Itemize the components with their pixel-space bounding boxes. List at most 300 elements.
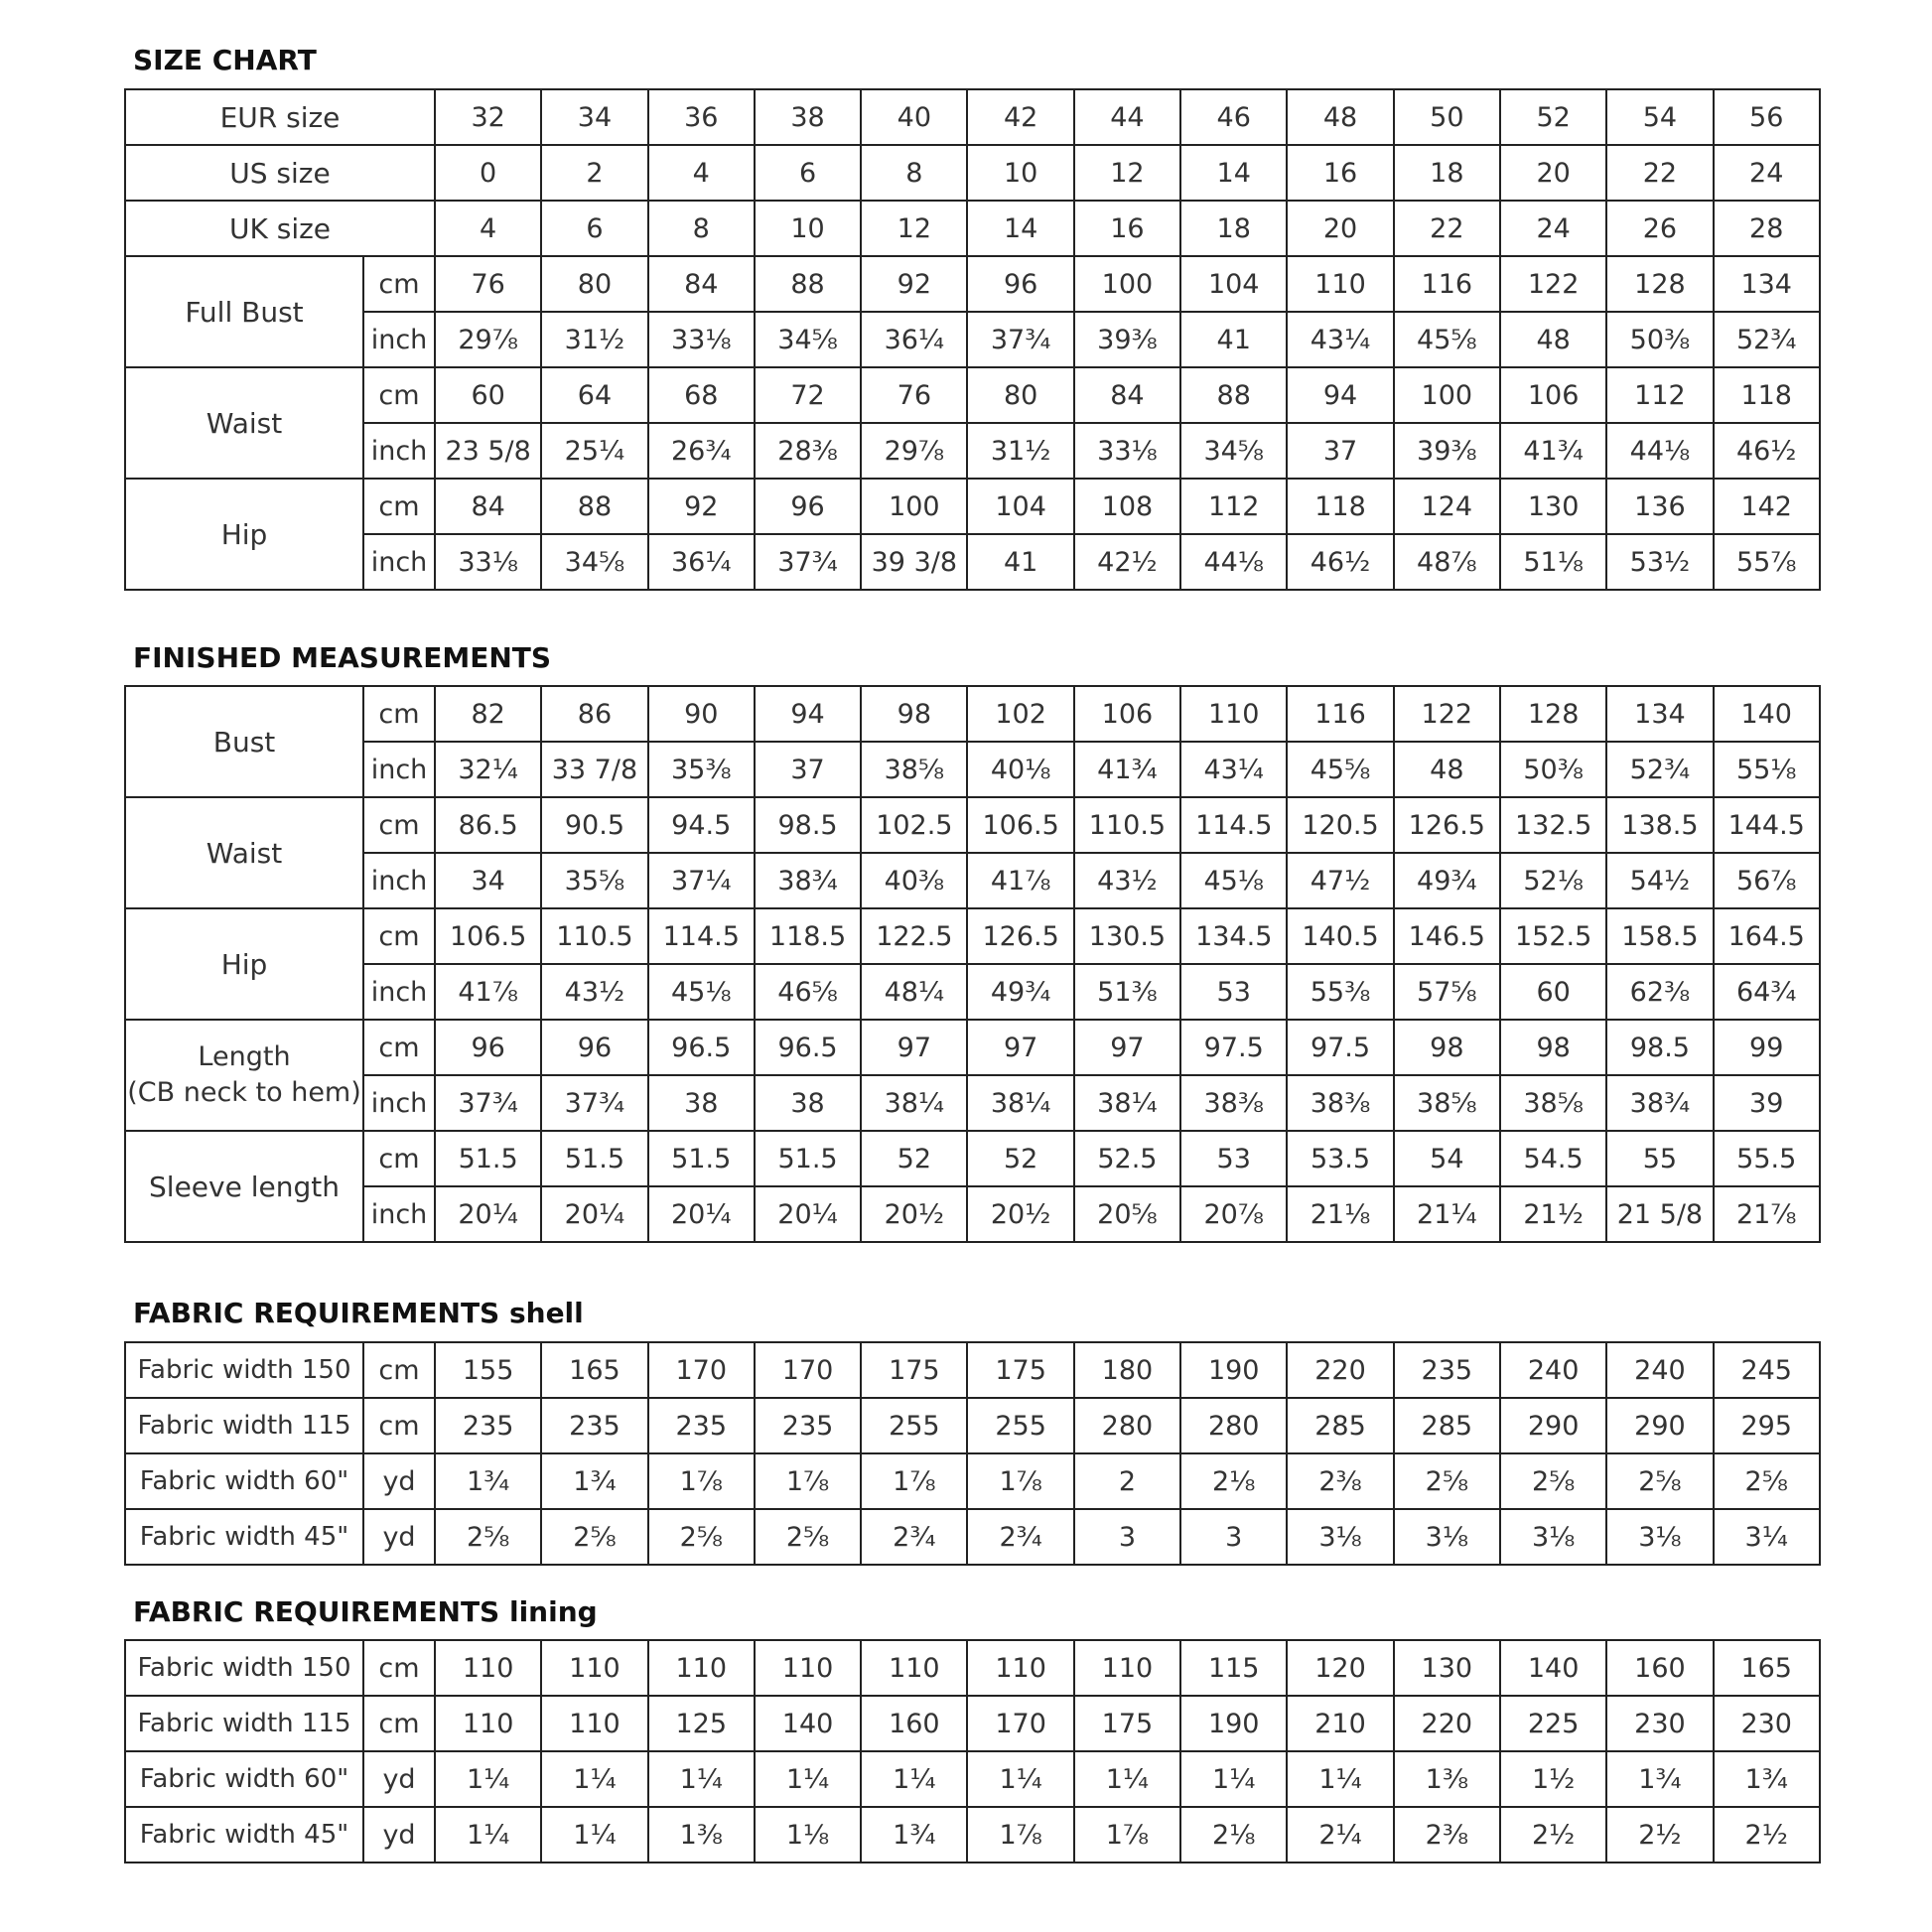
value-cell: 2⅝ xyxy=(1500,1453,1606,1509)
value-cell: 2⅝ xyxy=(1714,1453,1820,1509)
unit-cm: cm xyxy=(363,908,435,964)
value-cell: 16 xyxy=(1074,201,1180,256)
value-cell: 50⅜ xyxy=(1500,742,1606,797)
value-cell: 20¼ xyxy=(435,1186,541,1242)
value-cell: 86 xyxy=(541,686,647,742)
table-row xyxy=(125,1398,1820,1453)
value-cell: 98 xyxy=(1394,1020,1500,1075)
value-cell: 1¾ xyxy=(1714,1751,1820,1807)
value-cell: 2 xyxy=(1074,1453,1180,1509)
value-cell: 26¾ xyxy=(648,423,755,479)
value-cell: 45⅛ xyxy=(648,964,755,1020)
size-chart-title: SIZE CHART xyxy=(133,44,317,76)
value-cell: 152.5 xyxy=(1500,908,1606,964)
value-cell: 3¼ xyxy=(1714,1509,1820,1565)
value-cell: 110 xyxy=(1074,1640,1180,1696)
value-cell: 49¾ xyxy=(1394,853,1500,908)
unit-cm: cm xyxy=(363,1131,435,1186)
value-cell: 2½ xyxy=(1606,1807,1713,1863)
unit-inch: inch xyxy=(363,1075,435,1131)
value-cell: 82 xyxy=(435,686,541,742)
value-cell: 54.5 xyxy=(1500,1131,1606,1186)
fabric-shell-title: FABRIC REQUIREMENTS shell xyxy=(133,1297,584,1329)
value-cell: 290 xyxy=(1606,1398,1713,1453)
value-cell: 100 xyxy=(1394,367,1500,423)
fabric-width-label: Fabric width 150 xyxy=(125,1342,363,1398)
value-cell: 110 xyxy=(1180,686,1287,742)
value-cell: 38⅝ xyxy=(1500,1075,1606,1131)
value-cell: 22 xyxy=(1606,145,1713,201)
value-cell: 1¾ xyxy=(861,1807,967,1863)
value-cell: 14 xyxy=(967,201,1073,256)
value-cell: 2⅝ xyxy=(755,1509,861,1565)
value-cell: 21 5/8 xyxy=(1606,1186,1713,1242)
table-row xyxy=(125,686,1820,742)
unit-inch: inch xyxy=(363,1186,435,1242)
table-row xyxy=(125,145,1820,201)
value-cell: 41 xyxy=(1180,312,1287,367)
value-cell: 60 xyxy=(1500,964,1606,1020)
value-cell: 122 xyxy=(1394,686,1500,742)
size-row-label: US size xyxy=(125,145,435,201)
value-cell: 128 xyxy=(1606,256,1713,312)
value-cell: 285 xyxy=(1287,1398,1393,1453)
value-cell: 3 xyxy=(1074,1509,1180,1565)
value-cell: 54 xyxy=(1394,1131,1500,1186)
value-cell: 38¼ xyxy=(1074,1075,1180,1131)
value-cell: 51⅜ xyxy=(1074,964,1180,1020)
unit-cell: cm xyxy=(363,1640,435,1696)
table-row xyxy=(125,1696,1820,1751)
unit-cell: yd xyxy=(363,1509,435,1565)
value-cell: 86.5 xyxy=(435,797,541,853)
value-cell: 52⅛ xyxy=(1500,853,1606,908)
value-cell: 2¾ xyxy=(967,1509,1073,1565)
value-cell: 96.5 xyxy=(755,1020,861,1075)
value-cell: 44⅛ xyxy=(1606,423,1713,479)
table-row xyxy=(125,89,1820,145)
value-cell: 155 xyxy=(435,1342,541,1398)
value-cell: 10 xyxy=(967,145,1073,201)
value-cell: 92 xyxy=(648,479,755,534)
value-cell: 38⅜ xyxy=(1180,1075,1287,1131)
value-cell: 45⅛ xyxy=(1180,853,1287,908)
value-cell: 64 xyxy=(541,367,647,423)
value-cell: 98.5 xyxy=(1606,1020,1713,1075)
value-cell: 255 xyxy=(861,1398,967,1453)
value-cell: 12 xyxy=(1074,145,1180,201)
value-cell: 110 xyxy=(435,1640,541,1696)
row-label: Sleeve length xyxy=(125,1131,363,1242)
value-cell: 128 xyxy=(1500,686,1606,742)
value-cell: 96 xyxy=(755,479,861,534)
value-cell: 158.5 xyxy=(1606,908,1713,964)
value-cell: 134 xyxy=(1606,686,1713,742)
value-cell: 160 xyxy=(861,1696,967,1751)
value-cell: 90.5 xyxy=(541,797,647,853)
value-cell: 24 xyxy=(1714,145,1820,201)
table-row xyxy=(125,1509,1820,1565)
unit-cell: cm xyxy=(363,1342,435,1398)
size-row-label: UK size xyxy=(125,201,435,256)
table-row xyxy=(125,908,1820,964)
value-cell: 64¾ xyxy=(1714,964,1820,1020)
value-cell: 84 xyxy=(648,256,755,312)
fabric-width-label: Fabric width 115 xyxy=(125,1696,363,1751)
value-cell: 53½ xyxy=(1606,534,1713,590)
value-cell: 110 xyxy=(541,1640,647,1696)
row-label: Waist xyxy=(125,797,363,908)
finished-measurements-table xyxy=(124,685,1821,1243)
table-row xyxy=(125,367,1820,423)
value-cell: 33 7/8 xyxy=(541,742,647,797)
value-cell: 8 xyxy=(648,201,755,256)
value-cell: 235 xyxy=(648,1398,755,1453)
value-cell: 16 xyxy=(1287,145,1393,201)
value-cell: 39⅜ xyxy=(1074,312,1180,367)
value-cell: 220 xyxy=(1287,1342,1393,1398)
value-cell: 1⅞ xyxy=(755,1453,861,1509)
value-cell: 132.5 xyxy=(1500,797,1606,853)
unit-cell: cm xyxy=(363,1696,435,1751)
row-label: Full Bust xyxy=(125,256,363,367)
value-cell: 48⅞ xyxy=(1394,534,1500,590)
value-cell: 51.5 xyxy=(435,1131,541,1186)
value-cell: 104 xyxy=(967,479,1073,534)
value-cell: 39⅜ xyxy=(1394,423,1500,479)
value-cell: 56⅞ xyxy=(1714,853,1820,908)
value-cell: 126.5 xyxy=(967,908,1073,964)
value-cell: 36¼ xyxy=(648,534,755,590)
value-cell: 41¾ xyxy=(1074,742,1180,797)
row-label-line: Length xyxy=(198,1041,291,1072)
fabric-width-label: Fabric width 115 xyxy=(125,1398,363,1453)
value-cell: 2⅜ xyxy=(1394,1807,1500,1863)
value-cell: 116 xyxy=(1287,686,1393,742)
value-cell: 1⅜ xyxy=(648,1807,755,1863)
value-cell: 175 xyxy=(861,1342,967,1398)
value-cell: 1¼ xyxy=(967,1751,1073,1807)
value-cell: 35⅜ xyxy=(648,742,755,797)
value-cell: 140 xyxy=(1500,1640,1606,1696)
value-cell: 98 xyxy=(861,686,967,742)
value-cell: 106.5 xyxy=(435,908,541,964)
value-cell: 1⅞ xyxy=(967,1453,1073,1509)
value-cell: 41 xyxy=(967,534,1073,590)
table-row xyxy=(125,853,1820,908)
value-cell: 14 xyxy=(1180,145,1287,201)
unit-cell: yd xyxy=(363,1751,435,1807)
value-cell: 1¼ xyxy=(1287,1751,1393,1807)
value-cell: 136 xyxy=(1606,479,1713,534)
value-cell: 255 xyxy=(967,1398,1073,1453)
value-cell: 144.5 xyxy=(1714,797,1820,853)
value-cell: 97.5 xyxy=(1287,1020,1393,1075)
value-cell: 96 xyxy=(967,256,1073,312)
size-chart-table xyxy=(124,88,1821,591)
fabric-width-label: Fabric width 60" xyxy=(125,1751,363,1807)
value-cell: 21¼ xyxy=(1394,1186,1500,1242)
value-cell: 23 5/8 xyxy=(435,423,541,479)
table-row xyxy=(125,797,1820,853)
value-cell: 46½ xyxy=(1287,534,1393,590)
value-cell: 164.5 xyxy=(1714,908,1820,964)
value-cell: 62⅜ xyxy=(1606,964,1713,1020)
value-cell: 51.5 xyxy=(755,1131,861,1186)
value-cell: 3⅛ xyxy=(1606,1509,1713,1565)
value-cell: 38¾ xyxy=(1606,1075,1713,1131)
value-cell: 20⅝ xyxy=(1074,1186,1180,1242)
value-cell: 88 xyxy=(1180,367,1287,423)
value-cell: 39 3/8 xyxy=(861,534,967,590)
value-cell: 34⅝ xyxy=(755,312,861,367)
value-cell: 134 xyxy=(1714,256,1820,312)
value-cell: 1¼ xyxy=(541,1751,647,1807)
value-cell: 130 xyxy=(1500,479,1606,534)
value-cell: 1⅛ xyxy=(755,1807,861,1863)
value-cell: 43½ xyxy=(541,964,647,1020)
value-cell: 29⅞ xyxy=(435,312,541,367)
value-cell: 134.5 xyxy=(1180,908,1287,964)
finished-measurements-title: FINISHED MEASUREMENTS xyxy=(133,641,552,674)
unit-cm: cm xyxy=(363,686,435,742)
value-cell: 43¼ xyxy=(1180,742,1287,797)
value-cell: 190 xyxy=(1180,1342,1287,1398)
value-cell: 55 xyxy=(1606,1131,1713,1186)
value-cell: 290 xyxy=(1500,1398,1606,1453)
value-cell: 50⅜ xyxy=(1606,312,1713,367)
value-cell: 40 xyxy=(861,89,967,145)
value-cell: 31½ xyxy=(541,312,647,367)
value-cell: 1⅞ xyxy=(1074,1807,1180,1863)
value-cell: 35⅝ xyxy=(541,853,647,908)
unit-cell: yd xyxy=(363,1453,435,1509)
value-cell: 96 xyxy=(435,1020,541,1075)
value-cell: 230 xyxy=(1714,1696,1820,1751)
value-cell: 110.5 xyxy=(541,908,647,964)
value-cell: 37¾ xyxy=(967,312,1073,367)
value-cell: 146.5 xyxy=(1394,908,1500,964)
value-cell: 47½ xyxy=(1287,853,1393,908)
value-cell: 43¼ xyxy=(1287,312,1393,367)
value-cell: 33⅛ xyxy=(648,312,755,367)
unit-cell: cm xyxy=(363,1398,435,1453)
value-cell: 45⅝ xyxy=(1394,312,1500,367)
value-cell: 37 xyxy=(755,742,861,797)
value-cell: 2¼ xyxy=(1287,1807,1393,1863)
value-cell: 225 xyxy=(1500,1696,1606,1751)
value-cell: 33⅛ xyxy=(1074,423,1180,479)
value-cell: 48¼ xyxy=(861,964,967,1020)
value-cell: 6 xyxy=(541,201,647,256)
value-cell: 49¾ xyxy=(967,964,1073,1020)
value-cell: 8 xyxy=(861,145,967,201)
value-cell: 38 xyxy=(648,1075,755,1131)
value-cell: 4 xyxy=(435,201,541,256)
value-cell: 122 xyxy=(1500,256,1606,312)
value-cell: 53 xyxy=(1180,964,1287,1020)
value-cell: 116 xyxy=(1394,256,1500,312)
value-cell: 76 xyxy=(861,367,967,423)
value-cell: 210 xyxy=(1287,1696,1393,1751)
value-cell: 285 xyxy=(1394,1398,1500,1453)
unit-cm: cm xyxy=(363,479,435,534)
table-row xyxy=(125,1131,1820,1186)
value-cell: 18 xyxy=(1180,201,1287,256)
value-cell: 41⅞ xyxy=(435,964,541,1020)
value-cell: 20 xyxy=(1287,201,1393,256)
value-cell: 1⅞ xyxy=(967,1807,1073,1863)
value-cell: 80 xyxy=(967,367,1073,423)
unit-cm: cm xyxy=(363,367,435,423)
value-cell: 98 xyxy=(1500,1020,1606,1075)
value-cell: 1¼ xyxy=(435,1751,541,1807)
value-cell: 2⅜ xyxy=(1287,1453,1393,1509)
value-cell: 20½ xyxy=(861,1186,967,1242)
value-cell: 92 xyxy=(861,256,967,312)
value-cell: 50 xyxy=(1394,89,1500,145)
value-cell: 26 xyxy=(1606,201,1713,256)
value-cell: 118 xyxy=(1287,479,1393,534)
value-cell: 53 xyxy=(1180,1131,1287,1186)
value-cell: 110 xyxy=(648,1640,755,1696)
value-cell: 2½ xyxy=(1714,1807,1820,1863)
value-cell: 240 xyxy=(1606,1342,1713,1398)
value-cell: 2⅝ xyxy=(435,1509,541,1565)
value-cell: 34 xyxy=(541,89,647,145)
value-cell: 39 xyxy=(1714,1075,1820,1131)
value-cell: 29⅞ xyxy=(861,423,967,479)
value-cell: 88 xyxy=(755,256,861,312)
value-cell: 52¾ xyxy=(1606,742,1713,797)
value-cell: 140 xyxy=(755,1696,861,1751)
table-row xyxy=(125,1453,1820,1509)
value-cell: 38⅜ xyxy=(1287,1075,1393,1131)
unit-inch: inch xyxy=(363,853,435,908)
unit-cell: yd xyxy=(363,1807,435,1863)
value-cell: 22 xyxy=(1394,201,1500,256)
value-cell: 112 xyxy=(1180,479,1287,534)
value-cell: 55⅞ xyxy=(1714,534,1820,590)
value-cell: 170 xyxy=(967,1696,1073,1751)
fabric-shell-table xyxy=(124,1341,1821,1566)
table-row xyxy=(125,1751,1820,1807)
value-cell: 94 xyxy=(755,686,861,742)
value-cell: 138.5 xyxy=(1606,797,1713,853)
value-cell: 51.5 xyxy=(648,1131,755,1186)
value-cell: 32 xyxy=(435,89,541,145)
value-cell: 76 xyxy=(435,256,541,312)
value-cell: 0 xyxy=(435,145,541,201)
table-row xyxy=(125,742,1820,797)
value-cell: 97 xyxy=(1074,1020,1180,1075)
value-cell: 280 xyxy=(1180,1398,1287,1453)
value-cell: 55.5 xyxy=(1714,1131,1820,1186)
value-cell: 118 xyxy=(1714,367,1820,423)
value-cell: 112 xyxy=(1606,367,1713,423)
value-cell: 51⅛ xyxy=(1500,534,1606,590)
value-cell: 20¼ xyxy=(755,1186,861,1242)
value-cell: 122.5 xyxy=(861,908,967,964)
value-cell: 41¾ xyxy=(1500,423,1606,479)
value-cell: 20⅞ xyxy=(1180,1186,1287,1242)
value-cell: 55⅜ xyxy=(1287,964,1393,1020)
value-cell: 20 xyxy=(1500,145,1606,201)
value-cell: 106.5 xyxy=(967,797,1073,853)
value-cell: 1¼ xyxy=(541,1807,647,1863)
value-cell: 34⅝ xyxy=(1180,423,1287,479)
table-row xyxy=(125,534,1820,590)
unit-cm: cm xyxy=(363,797,435,853)
value-cell: 1½ xyxy=(1500,1751,1606,1807)
value-cell: 33⅛ xyxy=(435,534,541,590)
value-cell: 2⅝ xyxy=(648,1509,755,1565)
table-row xyxy=(125,1342,1820,1398)
value-cell: 40⅛ xyxy=(967,742,1073,797)
value-cell: 37¾ xyxy=(435,1075,541,1131)
value-cell: 110 xyxy=(435,1696,541,1751)
value-cell: 31½ xyxy=(967,423,1073,479)
value-cell: 84 xyxy=(435,479,541,534)
value-cell: 34 xyxy=(435,853,541,908)
value-cell: 53.5 xyxy=(1287,1131,1393,1186)
value-cell: 46 xyxy=(1180,89,1287,145)
value-cell: 1¾ xyxy=(541,1453,647,1509)
value-cell: 68 xyxy=(648,367,755,423)
value-cell: 280 xyxy=(1074,1398,1180,1453)
fabric-width-label: Fabric width 45" xyxy=(125,1807,363,1863)
table-row xyxy=(125,312,1820,367)
value-cell: 180 xyxy=(1074,1342,1180,1398)
value-cell: 130 xyxy=(1394,1640,1500,1696)
value-cell: 37¾ xyxy=(541,1075,647,1131)
table-row xyxy=(125,423,1820,479)
value-cell: 220 xyxy=(1394,1696,1500,1751)
value-cell: 48 xyxy=(1394,742,1500,797)
unit-inch: inch xyxy=(363,742,435,797)
value-cell: 72 xyxy=(755,367,861,423)
value-cell: 1¼ xyxy=(1180,1751,1287,1807)
row-label: Hip xyxy=(125,479,363,590)
value-cell: 100 xyxy=(861,479,967,534)
value-cell: 295 xyxy=(1714,1398,1820,1453)
value-cell: 165 xyxy=(1714,1640,1820,1696)
value-cell: 94 xyxy=(1287,367,1393,423)
value-cell: 52¾ xyxy=(1714,312,1820,367)
value-cell: 170 xyxy=(755,1342,861,1398)
table-row xyxy=(125,1075,1820,1131)
value-cell: 48 xyxy=(1500,312,1606,367)
row-label-line: (CB neck to hem) xyxy=(127,1077,361,1108)
fabric-width-label: Fabric width 60" xyxy=(125,1453,363,1509)
value-cell: 38¾ xyxy=(755,853,861,908)
value-cell: 36¼ xyxy=(861,312,967,367)
value-cell: 110 xyxy=(755,1640,861,1696)
value-cell: 3⅛ xyxy=(1500,1509,1606,1565)
value-cell: 96 xyxy=(541,1020,647,1075)
value-cell: 18 xyxy=(1394,145,1500,201)
value-cell: 2⅝ xyxy=(1606,1453,1713,1509)
value-cell: 1¼ xyxy=(1074,1751,1180,1807)
value-cell: 118.5 xyxy=(755,908,861,964)
value-cell: 110 xyxy=(861,1640,967,1696)
value-cell: 175 xyxy=(1074,1696,1180,1751)
value-cell: 34⅝ xyxy=(541,534,647,590)
value-cell: 60 xyxy=(435,367,541,423)
value-cell: 97 xyxy=(861,1020,967,1075)
value-cell: 1⅜ xyxy=(1394,1751,1500,1807)
value-cell: 114.5 xyxy=(1180,797,1287,853)
